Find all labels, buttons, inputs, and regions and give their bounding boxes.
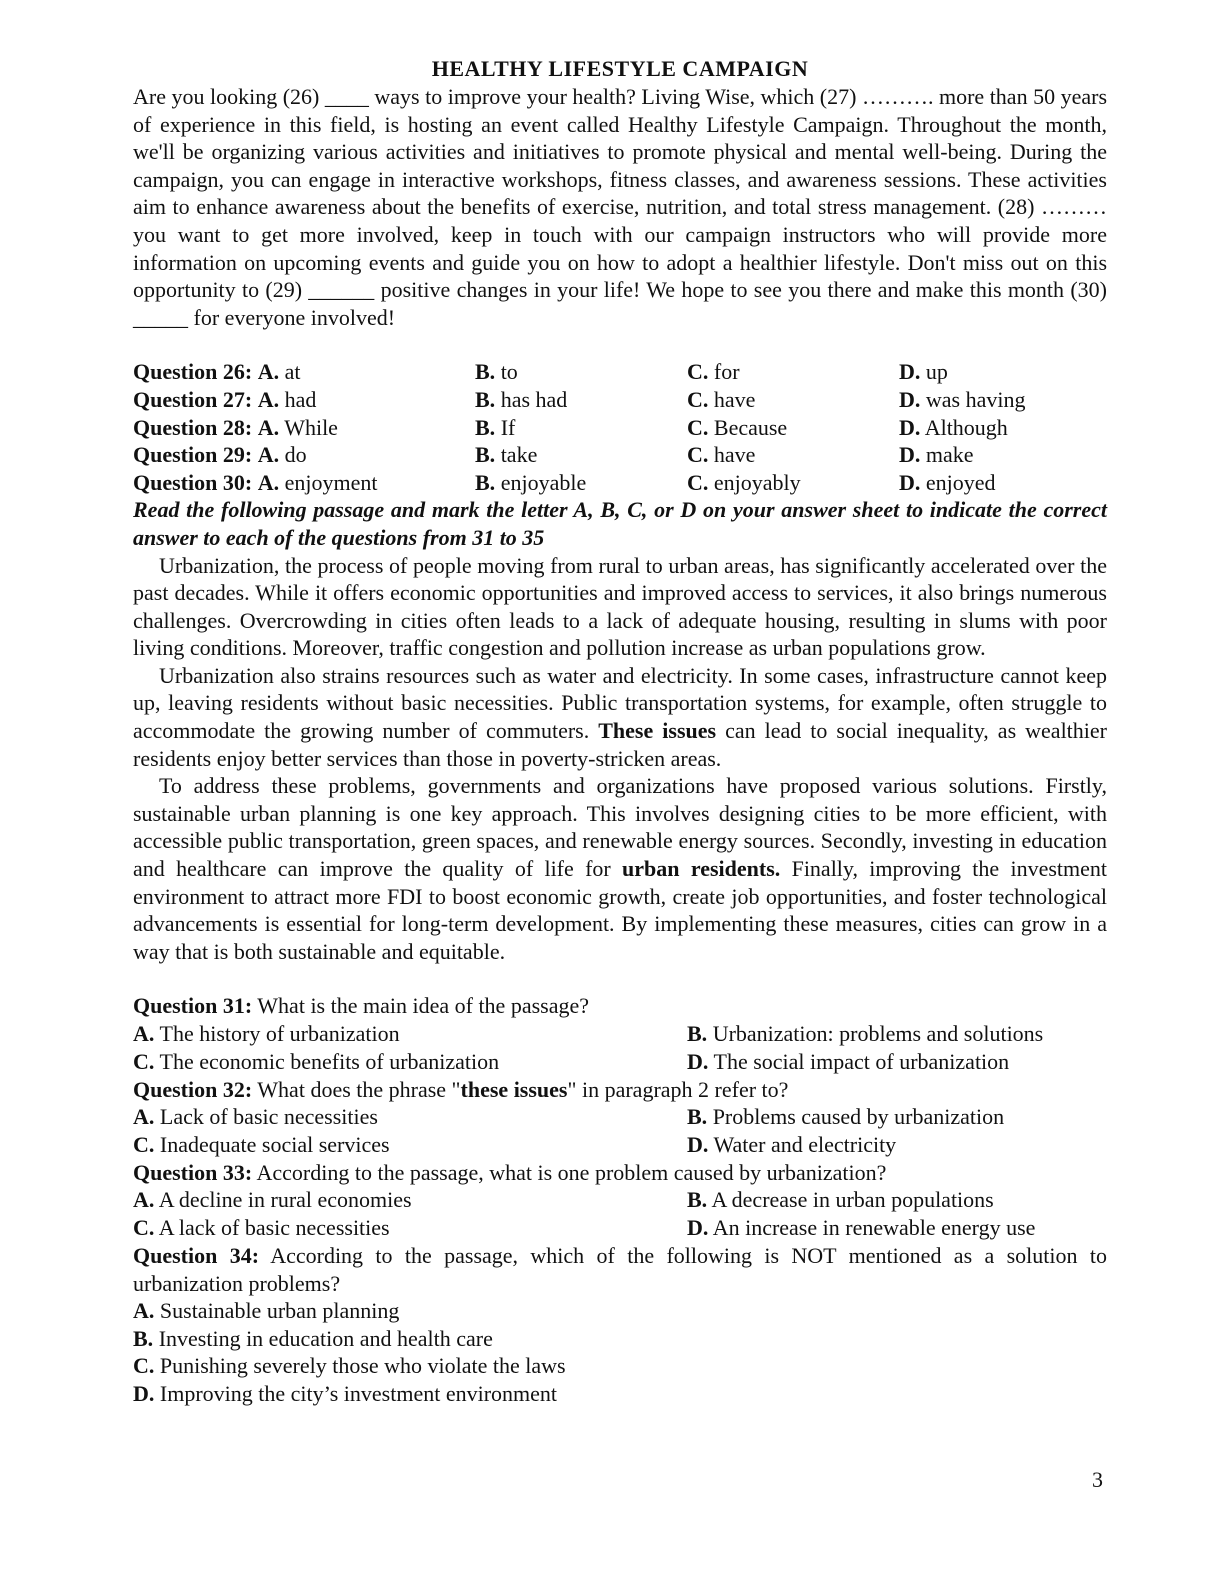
option-row xyxy=(133,1297,1107,1325)
option-c: The economic benefits of urbanization xyxy=(159,1048,500,1074)
option-row xyxy=(133,1131,1107,1159)
option-letter: D. xyxy=(899,442,921,468)
option-letter: C. xyxy=(687,442,709,468)
option-letter: B. xyxy=(475,469,496,495)
option-d: was having xyxy=(925,386,1026,412)
option-b: to xyxy=(500,359,518,385)
option-letter: B. xyxy=(475,359,496,385)
question-label: Question 32: xyxy=(133,1076,253,1102)
option-letter: A. xyxy=(133,1104,155,1130)
option-a: do xyxy=(284,442,307,468)
option-b: has had xyxy=(500,386,568,412)
question-label: Question 30: xyxy=(133,469,253,495)
option-letter: B. xyxy=(687,1021,708,1046)
option-a: at xyxy=(284,359,301,385)
cloze-question-list xyxy=(133,358,1107,496)
question-label: Question 33: xyxy=(133,1159,253,1185)
option-letter: B. xyxy=(133,1325,154,1351)
option-c: have xyxy=(713,442,756,468)
option-row xyxy=(133,1380,1107,1408)
question-34 xyxy=(133,1242,1107,1408)
option-row xyxy=(133,1020,1107,1048)
option-row xyxy=(133,1325,1107,1353)
option-row xyxy=(133,1352,1107,1380)
option-letter: A. xyxy=(257,442,280,468)
option-letter: A. xyxy=(257,469,280,495)
option-row xyxy=(133,1186,1107,1214)
highlighted-phrase: these issues xyxy=(460,1076,568,1102)
option-letter: C. xyxy=(687,414,709,440)
question-33 xyxy=(133,1159,1107,1242)
spacer xyxy=(133,965,1107,992)
option-b: A decrease in urban populations xyxy=(711,1187,994,1213)
option-letter: C. xyxy=(687,359,709,385)
option-b: Investing in education and health care xyxy=(158,1325,493,1351)
question-31 xyxy=(133,992,1107,1075)
option-letter: B. xyxy=(475,442,496,468)
question-stem xyxy=(133,1159,1107,1187)
question-label: Question 26: xyxy=(133,359,253,385)
highlighted-phrase: These issues xyxy=(598,718,717,744)
option-letter: D. xyxy=(899,359,921,385)
option-c: Because xyxy=(713,414,788,440)
option-b: If xyxy=(500,414,516,440)
option-letter: D. xyxy=(899,386,921,412)
page-number: 3 xyxy=(1092,1467,1103,1492)
question-27 xyxy=(133,386,1107,414)
question-label: Question 28: xyxy=(133,414,253,440)
option-letter: D. xyxy=(899,469,921,495)
option-d: The social impact of urbanization xyxy=(713,1048,1010,1074)
reading-paragraph-2 xyxy=(133,662,1107,772)
option-letter: C. xyxy=(133,1048,155,1074)
option-letter: C. xyxy=(133,1215,155,1241)
option-d: An increase in renewable energy use xyxy=(712,1215,1036,1241)
option-d: Water and electricity xyxy=(713,1131,897,1157)
option-a: Sustainable urban planning xyxy=(159,1298,400,1324)
question-28 xyxy=(133,414,1107,442)
option-letter: D. xyxy=(687,1215,709,1241)
paragraph-text: Urbanization also strains resources such as water and electricity. In some cases, infrastructure cannot keep up, leaving residents without basic necessities. Public transportation systems, for example, often struggle to accommodate the growing number of commuters. xyxy=(133,662,1107,744)
option-letter: A. xyxy=(257,359,280,385)
option-a: enjoyment xyxy=(284,469,378,495)
question-29 xyxy=(133,441,1107,469)
option-letter: D. xyxy=(687,1131,709,1157)
option-d: make xyxy=(925,442,974,468)
cloze-passage: Are you looking (26) ____ ways to improve your health? Living Wise, which (27) ………. more than 50 years of experience in this field, is hosting an event called Healthy Lifestyle Campaign. Throughout the month, we'll be organizing various activities and initiatives to promote physical and mental well-being. During the campaign, you can engage in interactive workshops, fitness classes, and awareness sessions. These activities aim to enhance awareness about the benefits of exercise, nutrition, and total stress management. (28) ……… you want to get more involved, keep in touch with our campaign instructors who will provide more information on upcoming events and guide you on how to adopt a healthier lifestyle. Don't miss out on this opportunity to (29) ______ positive changes in your life! We hope to see you there and make this month (30) _____ for everyone involved! xyxy=(133,84,1107,330)
option-c: for xyxy=(713,359,740,385)
option-letter: A. xyxy=(257,386,280,412)
question-stem xyxy=(133,1076,1107,1104)
question-label: Question 34: xyxy=(133,1242,260,1268)
paragraph-text: can lead to social inequality, as wealthier residents enjoy better services than those in poverty-stricken areas. xyxy=(133,718,1107,771)
option-row xyxy=(133,1048,1107,1076)
option-a: The history of urbanization xyxy=(159,1021,400,1046)
question-text: " in paragraph 2 refer to? xyxy=(567,1076,789,1102)
reading-instruction: Read the following passage and mark the letter A, B, C, or D on your answer sheet to indicate the correct answer to each of the questions from 31 to 35 xyxy=(133,497,1107,550)
question-label: Question 29: xyxy=(133,442,253,468)
option-letter: C. xyxy=(687,469,709,495)
question-text: According to the passage, which of the following is NOT mentioned as a solution to urbanization problems? xyxy=(133,1242,1107,1296)
option-letter: A. xyxy=(133,1187,155,1213)
option-c: Punishing severely those who violate the laws xyxy=(159,1353,566,1379)
question-stem xyxy=(133,992,1107,1020)
option-letter: D. xyxy=(687,1048,709,1074)
question-30 xyxy=(133,469,1107,497)
option-row xyxy=(133,1103,1107,1131)
question-26 xyxy=(133,358,1107,386)
option-letter: C. xyxy=(133,1131,155,1157)
option-c: Inadequate social services xyxy=(159,1131,390,1157)
option-d: up xyxy=(925,359,948,385)
option-c: have xyxy=(713,386,756,412)
question-label: Question 27: xyxy=(133,386,253,412)
exam-page xyxy=(133,55,1107,1408)
highlighted-phrase: urban residents. xyxy=(622,856,781,882)
option-letter: A. xyxy=(133,1021,155,1046)
option-b: enjoyable xyxy=(500,469,587,495)
paragraph-text: Finally, improving the investment environment to attract more FDI to boost economic growth, create job opportunities, and foster technological advancements is essential for long-term development. By implementing these measures, cities can grow in a way that is both sustainable and equitable. xyxy=(133,856,1107,964)
option-letter: A. xyxy=(257,414,280,440)
option-c: A lack of basic necessities xyxy=(158,1215,390,1241)
option-d: Although xyxy=(924,414,1008,440)
option-d: Improving the city’s investment environment xyxy=(159,1380,558,1406)
option-letter: C. xyxy=(133,1353,155,1379)
spacer xyxy=(133,331,1107,358)
question-text: What does the phrase " xyxy=(257,1076,461,1102)
option-letter: B. xyxy=(475,386,496,412)
option-c: enjoyably xyxy=(713,469,801,495)
question-text: According to the passage, what is one problem caused by urbanization? xyxy=(256,1159,887,1185)
option-letter: B. xyxy=(687,1187,708,1213)
option-letter: A. xyxy=(133,1298,155,1324)
option-b: Urbanization: problems and solutions xyxy=(712,1021,1044,1046)
option-a: A decline in rural economies xyxy=(158,1187,412,1213)
question-32 xyxy=(133,1076,1107,1159)
question-stem xyxy=(133,1242,1107,1297)
option-b: take xyxy=(500,442,538,468)
option-letter: B. xyxy=(687,1104,708,1130)
option-letter: B. xyxy=(475,414,496,440)
option-d: enjoyed xyxy=(925,469,996,495)
option-letter: D. xyxy=(133,1380,155,1406)
option-a: Lack of basic necessities xyxy=(159,1104,378,1130)
reading-paragraph-3 xyxy=(133,772,1107,965)
question-text: What is the main idea of the passage? xyxy=(257,993,590,1019)
option-a: While xyxy=(284,414,338,440)
option-letter: D. xyxy=(899,414,921,440)
option-b: Problems caused by urbanization xyxy=(712,1104,1005,1130)
question-label: Question 31: xyxy=(133,993,253,1019)
option-letter: C. xyxy=(687,386,709,412)
option-a: had xyxy=(284,386,317,412)
paragraph-text: To address these problems, governments and organizations have proposed various solutions. Firstly, sustainable urban planning is one key approach. This involves designing cities to be more efficient, with accessible public transportation, green spaces, and renewable energy sources. Secondly, investing in education and healthcare can improve the quality of life for xyxy=(133,773,1107,882)
reading-paragraph-1: Urbanization, the process of people moving from rural to urban areas, has significantly accelerated over the past decades. While it offers economic opportunities and improved access to services, it also brings numerous challenges. Overcrowding in cities often leads to a lack of adequate housing, resulting in slums with poor living conditions. Moreover, traffic congestion and pollution increase as urban populations grow. xyxy=(133,552,1107,661)
option-row xyxy=(133,1214,1107,1242)
passage-title: HEALTHY LIFESTYLE CAMPAIGN xyxy=(431,56,809,81)
